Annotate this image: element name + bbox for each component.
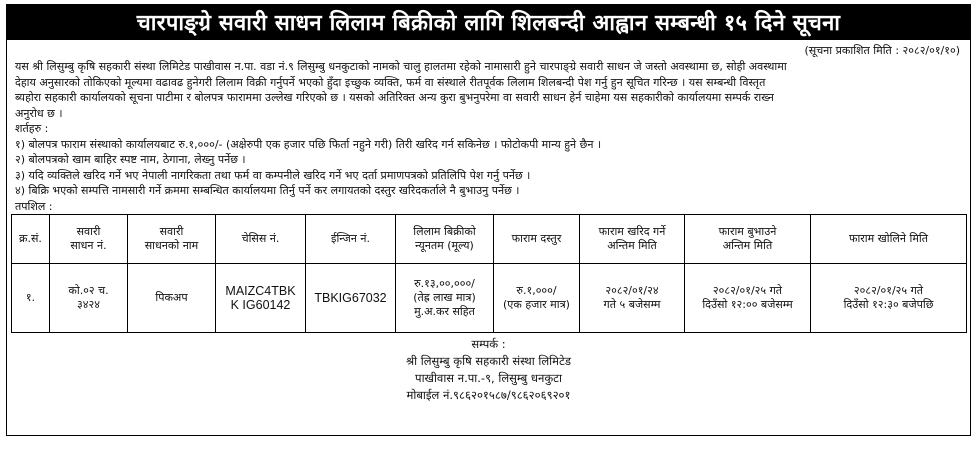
publish-date: (सूचना प्रकाशित मिति : २०८२/०१/१०): [804, 44, 960, 57]
details-heading: तपशिल :: [15, 199, 53, 213]
contact-heading: सम्पर्क :: [471, 337, 506, 351]
intro-paragraph: [7, 58, 970, 121]
intro-line: देहाय अनुसारको तोकिएको मूल्यमा वढावढ हुनेगरी लिलाम विक्री गर्नुपर्ने भएको हुँदा इच्छुक व्यक्ति, फर्म वा संस्थाले रीतपूर्वक लिलाम शिलबन्दी पेश गर्नु हुन सूचित गरिन्छ । यस सम्बन्धी विस्तृत: [15, 75, 766, 89]
table-header-row: [12, 215, 967, 264]
terms-list: [7, 137, 970, 199]
contact-mobile: मोबाईल नं.९८६२०१५८७/९८६२०६९२०१: [406, 388, 571, 402]
vehicle-table: [11, 214, 967, 333]
header-vehicle-name: सवारी साधनको नाम: [128, 215, 216, 264]
header-form-fee: फाराम दस्तुर: [494, 215, 580, 264]
cell-submission-deadline: २०८२/०१/२५ गते दिउँसो १२:०० बजेसम्म: [685, 264, 811, 333]
header-serial: क्र.सं.: [12, 215, 50, 264]
term-item: ३) यदि व्यक्तिले खरिद गर्ने भए नेपाली नागरिकता तथा फर्म वा कम्पनीले खरिद गर्ने भए दर्ता प्रमाणपत्रको प्रतिलिपि पेश गर्नु पर्नेछ ।: [15, 168, 531, 182]
contact-organization: श्री लिसुम्बु कृषि सहकारी संस्था लिमिटेड: [405, 354, 571, 368]
cell-vehicle-number: को.०२ च. ३४२४: [50, 264, 128, 333]
header-submission-deadline: फाराम बुभाउने अन्तिम मिति: [685, 215, 811, 264]
cell-serial: १.: [12, 264, 50, 333]
contact-block: [7, 333, 970, 404]
cell-engine-number: TBKIG67032: [306, 264, 396, 333]
intro-line: अनुरोध छ ।: [15, 106, 63, 120]
contact-address: पाखीवास न.पा.-९, लिसुम्बु धनकुटा: [415, 371, 562, 385]
terms-heading: शर्तहरु :: [15, 122, 49, 135]
header-chassis-number: चेसिस नं.: [216, 215, 306, 264]
notice-page: [6, 4, 971, 444]
intro-line: ब्यहोरा सहकारी कार्यालयको सूचना पाटीमा र बोलपत्र फाराममा उल्लेख गरिएको छ । यसको अतिरिक्त अन्य कुरा बुभनुपरेमा वा सवारी साधन हेर्न चाहेमा यस सहकारीको कार्यालयमा सम्पर्क राख्न: [15, 91, 774, 104]
cell-minimum-price: रु.१३,००,०००/ (तेह्र लाख मात्र) मु.अ.कर सहित: [396, 264, 494, 333]
notice-title: चारपाङ्ग्रे सवारी साधन लिलाम बिक्रीको लागि शिलबन्दी आह्वान सम्बन्धी १५ दिने सूचना: [6, 4, 971, 40]
header-engine-number: ईन्जिन नं.: [306, 215, 396, 264]
header-opening-date: फाराम खोलिने मिति: [811, 215, 967, 264]
header-vehicle-number: सवारी साधन नं.: [50, 215, 128, 264]
cell-vehicle-name: पिकअप: [128, 264, 216, 333]
header-purchase-deadline: फाराम खरिद गर्ने अन्तिम मिति: [580, 215, 685, 264]
table-row: [12, 264, 967, 333]
header-minimum-price: लिलाम बिक्रीको न्यूनतम (मूल्य): [396, 215, 494, 264]
term-item: २) बोलपत्रको खाम बाहिर स्पष्ट नाम, ठेगाना, लेख्नु पर्नेछ ।: [15, 153, 246, 166]
cell-opening-date: २०८२/०१/२५ गते दिउँसो १२:३० बजेपछि: [811, 264, 967, 333]
cell-chassis-number: MAIZC4TBK K IG60142: [216, 264, 306, 333]
cell-form-fee: रु.१,०००/ (एक हजार मात्र): [494, 264, 580, 333]
intro-line: यस श्री लिसुम्बु कृषि सहकारी संस्था लिमिटेड पाखीवास न.पा. वडा नं.९ लिसुम्बु धनकुटाको नामको चालु हालतमा रहेको नामासारी हुने चारपाङ्ग्रे सवारी साधन जे जस्तो अवस्थामा छ, सोही अवस्थामा: [15, 60, 787, 73]
term-item: ४) बिक्रि भएको सम्पत्ति नामसारी गर्ने क्रममा सम्बन्धित कार्यालयमा तिर्नु पर्ने कर लगायतको दस्तुर खरिदकर्ताले नै बुभाउनु पर्नेछ ।: [15, 184, 520, 197]
term-item: १) बोलपत्र फाराम संस्थाको कार्यालयबाट रु.१,०००/- (अक्षेरुपी एक हजार पछि फिर्ता नहुने गरी) तिरी खरिद गर्न सकिनेछ । फोटोकपी मान्य हुने छैन ।: [15, 137, 602, 151]
notice-body: [6, 40, 971, 436]
cell-purchase-deadline: २०८२/०१/२४ गते ५ बजेसम्म: [580, 264, 685, 333]
